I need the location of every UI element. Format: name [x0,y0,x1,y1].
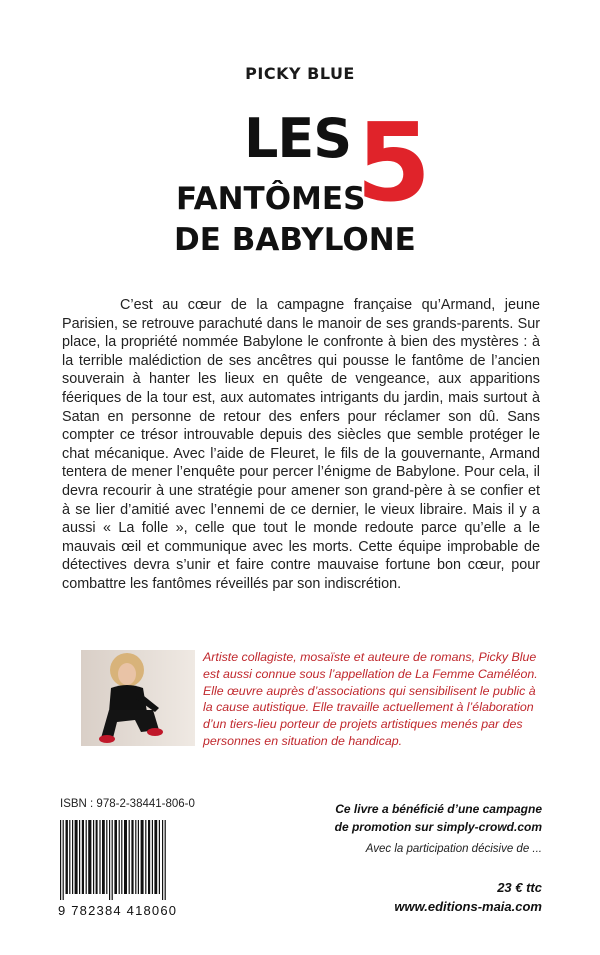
campaign-note [322,800,542,836]
title-fantomes: FANTÔMES [176,181,366,217]
title-les: LES [244,107,352,170]
author-photo [81,650,195,746]
author-name: PICKY BLUE [245,64,355,83]
publisher-website: www.editions-maia.com [394,899,542,914]
campaign-line-2: de promotion sur simply-crowd.com [334,820,542,834]
price-label: 23 € ttc [497,880,542,895]
isbn-label: ISBN : 978-2-38441-806-0 [60,798,195,810]
title-number-five: 5 [356,101,432,226]
synopsis-paragraph: C’est au cœur de la campagne française qu’Armand, jeune Parisien, se retrouve parachuté dans le manoir de ses grands-parents. Sur place, la propriété nommée Babylone le confronte à bien des mystères : à la terrible malédiction de ses ancêtres qui pousse le fantôme de l’ancien souverain à hanter les lieux en quête de vengeance, aux apparitions féeriques de la tour est, aux automates intrigants du jardin, mais surtout à Satan en personne de retour des enfers pour réclamer son dû. Sans compter ce trésor introuvable depuis des siècles que semble protéger le chat mécanique. Avec l’aide de Fleuret, le fils de la gouvernante, Armand tentera de mener l’enquête pour percer l’énigme de Babylone. Pour cela, il devra recourir à une stratégie pour amener son grand-père à se confier et à se lier d’amitié avec l’ennemi de ce dernier, le vieux libraire. Mais il y a aussi « La folle », celle que tout le monde redoute parce qu’elle a le mauvais œil et communique avec les morts. Cette équipe improbable de détectives devra s’unir et faire contre mauvaise fortune bon cœur, pour combattre les fantômes réveillés par son indiscrétion. [62,297,540,592]
barcode [60,820,166,900]
participation-note: Avec la participation décisive de ... [365,843,542,855]
barcode-digits: 9 782384 418060 [58,903,178,918]
title-babylone: DE BABYLONE [174,222,416,258]
author-bio: Artiste collagiste, mosaïste et auteure de romans, Picky Blue est aussi connue sous l’appellation de La Femme Caméléon. Elle œuvre auprès d’associations qui sensibilisent le public à la cause autistique. Elle travaille actuellement à l’élaboration d’un tiers-lieu porteur de projets artistiques menés par des personnes en situation de handicap. [203,650,538,748]
campaign-line-1: Ce livre a bénéficié d’une campagne [335,802,542,816]
